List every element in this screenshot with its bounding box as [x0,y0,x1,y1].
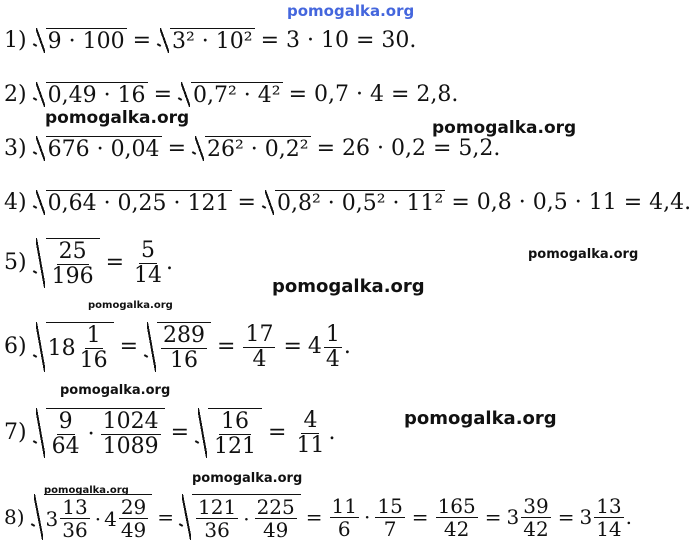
radical-sign [33,136,46,161]
denominator: 49 [262,518,289,542]
numerator: 5 [141,237,156,263]
equation-line-6 [4,322,351,372]
denominator: 196 [51,264,94,289]
fraction [119,497,148,540]
result-text: = 0,7 · 4 = 2,8. [288,81,459,107]
item-number: 2) [4,81,27,107]
whole-part: 4 [307,334,322,359]
fraction [375,493,404,541]
numerator: 13 [596,493,622,518]
radical-sign [33,238,46,288]
numerator: 11 [331,493,357,518]
numerator: 17 [245,321,274,347]
equation-line-3 [4,136,500,161]
watermark: pomogalka.org [528,247,639,262]
equals-sign: = [557,505,575,529]
square-root [33,238,100,288]
result-text: = 0,8 · 0,5 · 11 = 4,4. [451,189,691,215]
square-root [33,322,114,372]
numerator: 225 [256,495,295,519]
square-root [157,28,255,53]
denominator: 4 [252,346,267,372]
numerator: 289 [163,323,206,348]
fraction [101,411,161,458]
numerator: 29 [120,495,147,519]
numerator: 16 [221,409,250,434]
radical-sign [33,82,46,107]
denominator: 64 [51,434,80,459]
denominator: 36 [204,518,230,542]
watermark: pomogalka.org [88,300,173,311]
fraction [161,325,207,372]
fraction [330,493,359,541]
numerator: 25 [58,239,87,264]
numerator: 121 [198,495,237,519]
radical-sign [179,494,192,540]
fraction [50,411,82,458]
radical-sign [178,82,191,107]
item-number: 1) [4,27,27,53]
equals-sign: = [217,334,236,359]
radical-sign [262,190,275,215]
square-root [33,408,165,458]
fraction [243,321,275,372]
radicand: 26² · 0,2² [207,137,309,162]
denominator: 1089 [102,434,159,459]
radical-sign [192,136,205,161]
numerator: 165 [437,493,476,518]
radicand: 0,8² · 0,5² · 11² [276,191,444,216]
square-root [33,190,232,215]
equals-sign: = [119,334,139,359]
result-text: = 26 · 0,2 = 5,2. [316,135,501,161]
equals-sign: = [167,135,186,161]
whole-part: 3 [506,505,520,529]
fraction [196,497,238,540]
watermark: pomogalka.org [60,383,171,398]
radical-sign [33,190,46,215]
item-number: 5) [4,250,27,275]
radicand [46,322,114,372]
denominator: 42 [443,516,470,541]
fraction [436,493,478,541]
denominator: 11 [296,432,325,458]
multiply-dot: · [363,505,371,529]
radical-sign [33,28,46,53]
square-root [33,136,162,161]
numerator: 1 [325,321,340,347]
square-root [33,28,127,53]
watermark: pomogalka.org [192,471,303,486]
fraction [60,497,89,540]
radicand: 0,64 · 0,25 · 121 [47,191,230,216]
period: . [343,334,351,359]
whole-part: 3 [579,505,593,529]
denominator: 7 [383,516,397,541]
denominator: 42 [523,516,549,541]
square-root [178,82,283,107]
radical-sign [157,28,170,53]
denominator: 4 [325,346,340,372]
numerator: 1024 [102,409,159,434]
item-number: 8) [4,505,25,529]
numerator: 13 [62,495,88,519]
radicand: 676 · 0,04 [47,137,160,162]
equals-sign: = [411,505,429,529]
radical-sign [33,408,46,458]
square-root [262,190,445,215]
denominator: 16 [170,348,199,373]
numerator: 1 [86,323,101,348]
equation-line-4 [4,190,691,215]
denominator: 121 [214,434,257,459]
multiply-dot: · [94,506,102,531]
equals-sign: = [153,81,172,107]
fraction [594,493,623,541]
result-text: = 3 · 10 = 30. [260,27,417,53]
equals-sign: = [283,334,302,359]
equals-sign: = [268,420,287,445]
fraction [521,493,550,541]
square-root [33,82,148,107]
item-number: 4) [4,189,27,215]
fraction [132,237,164,288]
whole-part: 18 [47,335,76,361]
fraction [324,321,342,372]
radicand: 9 · 100 [47,29,125,54]
square-root [192,136,311,161]
radicand [46,238,100,288]
fraction [294,407,326,458]
period: . [625,505,633,529]
equals-sign: = [305,505,323,529]
denominator: 36 [62,518,88,542]
square-root [179,494,301,540]
equals-sign: = [484,505,502,529]
equation-line-2 [4,82,458,107]
denominator: 6 [337,516,351,541]
multiply-dot: · [87,421,95,447]
radicand: 3² · 10² [172,29,253,54]
radicand [46,408,165,458]
equation-line-1 [4,28,416,53]
equals-sign: = [157,505,175,529]
equation-line-7 [4,408,335,458]
numerator: 9 [58,409,73,434]
radicand [208,408,262,458]
square-root [144,322,211,372]
equals-sign: = [170,420,190,445]
whole-part: 4 [104,506,117,531]
square-root [195,408,262,458]
denominator: 49 [120,518,147,542]
equation-line-8 [4,494,632,540]
numerator: 39 [523,493,549,518]
radical-sign [195,408,208,458]
numerator: 15 [377,493,403,518]
radicand: 0,7² · 4² [193,83,281,108]
period: . [166,250,174,275]
period: . [328,420,336,445]
denominator: 14 [134,262,163,288]
denominator: 14 [596,516,622,541]
equals-sign: = [132,27,151,53]
square-root [31,494,153,540]
whole-part: 3 [45,506,59,531]
equation-line-5 [4,238,173,288]
radicand [192,494,301,540]
equals-sign: = [105,250,125,275]
item-number: 7) [4,420,27,445]
watermark-top: pomogalka.org [287,2,415,20]
numerator: 4 [303,407,318,433]
radical-sign [33,322,46,372]
denominator: 16 [79,348,108,373]
watermark: pomogalka.org [44,485,129,496]
radicand: 0,49 · 16 [47,83,146,108]
radicand [157,322,211,372]
fraction [50,241,96,288]
watermark: pomogalka.org [272,276,425,297]
fraction [255,497,297,540]
item-number: 6) [4,334,27,359]
equals-sign: = [237,189,256,215]
radicand [44,494,153,540]
fraction [212,411,258,458]
fraction [78,325,110,372]
watermark: pomogalka.org [404,408,557,429]
multiply-dot: · [243,506,250,531]
item-number: 3) [4,135,27,161]
radical-sign [31,494,44,540]
watermark: pomogalka.org [45,108,190,128]
watermark: pomogalka.org [432,118,577,138]
radical-sign [144,322,157,372]
